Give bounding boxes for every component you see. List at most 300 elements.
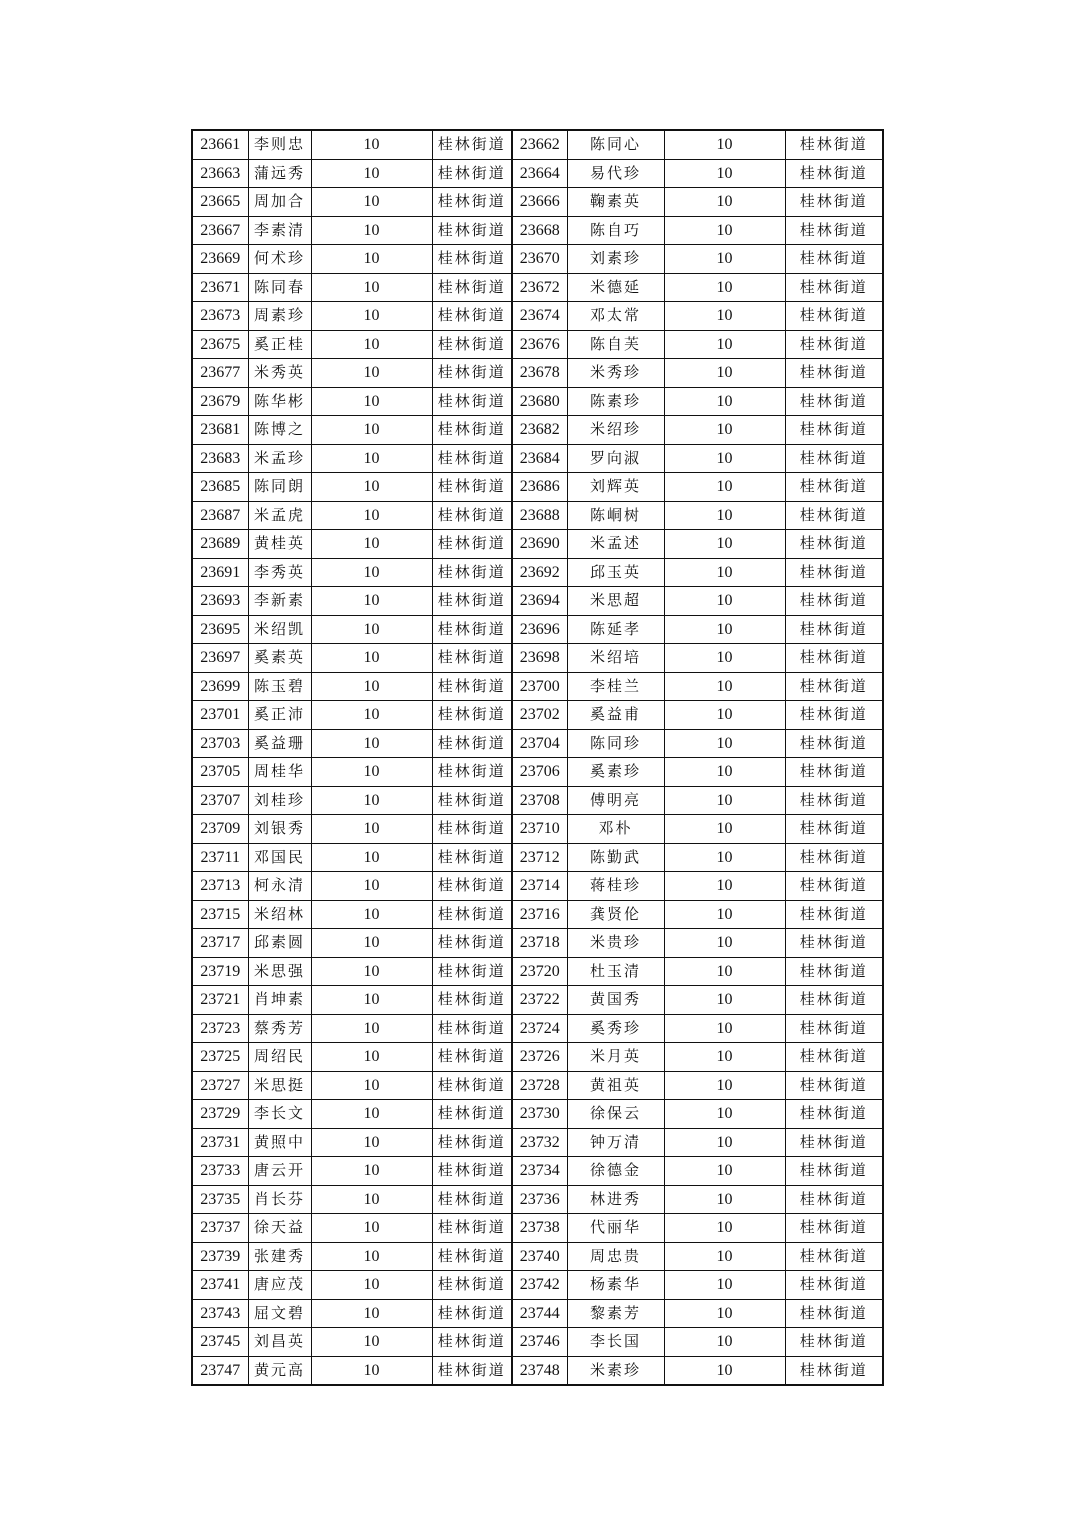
right-street-cell: 桂林街道 bbox=[785, 615, 883, 644]
left-amount-cell: 10 bbox=[311, 1214, 432, 1243]
right-name-cell: 周忠贵 bbox=[567, 1242, 664, 1271]
table-row bbox=[192, 444, 883, 473]
right-street-cell: 桂林街道 bbox=[785, 130, 883, 159]
right-name-cell: 黎素芳 bbox=[567, 1299, 664, 1328]
right-street-cell: 桂林街道 bbox=[785, 558, 883, 587]
left-amount-cell: 10 bbox=[311, 1128, 432, 1157]
left-street-cell: 桂林街道 bbox=[432, 444, 512, 473]
table-row bbox=[192, 1014, 883, 1043]
right-id-cell: 23728 bbox=[512, 1071, 567, 1100]
right-id-cell: 23668 bbox=[512, 216, 567, 245]
right-amount-cell: 10 bbox=[664, 530, 785, 559]
left-id-cell: 23685 bbox=[192, 473, 248, 502]
right-amount-cell: 10 bbox=[664, 1014, 785, 1043]
left-amount-cell: 10 bbox=[311, 273, 432, 302]
right-amount-cell: 10 bbox=[664, 444, 785, 473]
left-name-cell: 米孟虎 bbox=[248, 501, 311, 530]
table-row bbox=[192, 1043, 883, 1072]
table-row bbox=[192, 615, 883, 644]
left-amount-cell: 10 bbox=[311, 1299, 432, 1328]
left-name-cell: 黄元高 bbox=[248, 1356, 311, 1385]
left-street-cell: 桂林街道 bbox=[432, 330, 512, 359]
table-row bbox=[192, 587, 883, 616]
table-row bbox=[192, 986, 883, 1015]
right-name-cell: 奚益甫 bbox=[567, 701, 664, 730]
left-street-cell: 桂林街道 bbox=[432, 302, 512, 331]
right-amount-cell: 10 bbox=[664, 701, 785, 730]
left-amount-cell: 10 bbox=[311, 587, 432, 616]
right-id-cell: 23678 bbox=[512, 359, 567, 388]
left-id-cell: 23677 bbox=[192, 359, 248, 388]
left-id-cell: 23711 bbox=[192, 843, 248, 872]
right-street-cell: 桂林街道 bbox=[785, 929, 883, 958]
right-name-cell: 傅明亮 bbox=[567, 786, 664, 815]
left-name-cell: 黄照中 bbox=[248, 1128, 311, 1157]
right-amount-cell: 10 bbox=[664, 786, 785, 815]
right-amount-cell: 10 bbox=[664, 558, 785, 587]
left-street-cell: 桂林街道 bbox=[432, 1242, 512, 1271]
right-name-cell: 陈延孝 bbox=[567, 615, 664, 644]
left-street-cell: 桂林街道 bbox=[432, 1271, 512, 1300]
roster-body bbox=[192, 130, 883, 1385]
right-name-cell: 蒋桂珍 bbox=[567, 872, 664, 901]
right-id-cell: 23670 bbox=[512, 245, 567, 274]
right-name-cell: 陈同心 bbox=[567, 130, 664, 159]
left-id-cell: 23671 bbox=[192, 273, 248, 302]
right-id-cell: 23684 bbox=[512, 444, 567, 473]
left-amount-cell: 10 bbox=[311, 1356, 432, 1385]
left-name-cell: 李长文 bbox=[248, 1100, 311, 1129]
right-street-cell: 桂林街道 bbox=[785, 701, 883, 730]
left-name-cell: 周素珍 bbox=[248, 302, 311, 331]
left-street-cell: 桂林街道 bbox=[432, 729, 512, 758]
left-id-cell: 23739 bbox=[192, 1242, 248, 1271]
left-id-cell: 23715 bbox=[192, 900, 248, 929]
right-amount-cell: 10 bbox=[664, 387, 785, 416]
right-name-cell: 陈素珍 bbox=[567, 387, 664, 416]
table-row bbox=[192, 302, 883, 331]
left-amount-cell: 10 bbox=[311, 558, 432, 587]
left-id-cell: 23663 bbox=[192, 159, 248, 188]
left-amount-cell: 10 bbox=[311, 188, 432, 217]
left-id-cell: 23737 bbox=[192, 1214, 248, 1243]
right-amount-cell: 10 bbox=[664, 130, 785, 159]
left-amount-cell: 10 bbox=[311, 615, 432, 644]
right-id-cell: 23694 bbox=[512, 587, 567, 616]
left-street-cell: 桂林街道 bbox=[432, 130, 512, 159]
right-id-cell: 23710 bbox=[512, 815, 567, 844]
right-street-cell: 桂林街道 bbox=[785, 1299, 883, 1328]
right-id-cell: 23738 bbox=[512, 1214, 567, 1243]
left-name-cell: 奚益珊 bbox=[248, 729, 311, 758]
right-street-cell: 桂林街道 bbox=[785, 530, 883, 559]
table-row bbox=[192, 1214, 883, 1243]
right-id-cell: 23662 bbox=[512, 130, 567, 159]
left-id-cell: 23683 bbox=[192, 444, 248, 473]
table-row bbox=[192, 957, 883, 986]
left-id-cell: 23667 bbox=[192, 216, 248, 245]
right-street-cell: 桂林街道 bbox=[785, 957, 883, 986]
left-street-cell: 桂林街道 bbox=[432, 929, 512, 958]
right-id-cell: 23744 bbox=[512, 1299, 567, 1328]
left-street-cell: 桂林街道 bbox=[432, 245, 512, 274]
right-name-cell: 陈勤武 bbox=[567, 843, 664, 872]
left-id-cell: 23741 bbox=[192, 1271, 248, 1300]
left-id-cell: 23727 bbox=[192, 1071, 248, 1100]
left-amount-cell: 10 bbox=[311, 986, 432, 1015]
right-id-cell: 23732 bbox=[512, 1128, 567, 1157]
table-row bbox=[192, 416, 883, 445]
left-id-cell: 23669 bbox=[192, 245, 248, 274]
left-street-cell: 桂林街道 bbox=[432, 672, 512, 701]
right-street-cell: 桂林街道 bbox=[785, 1157, 883, 1186]
left-name-cell: 米绍凯 bbox=[248, 615, 311, 644]
left-id-cell: 23695 bbox=[192, 615, 248, 644]
right-name-cell: 刘素珍 bbox=[567, 245, 664, 274]
left-street-cell: 桂林街道 bbox=[432, 188, 512, 217]
right-amount-cell: 10 bbox=[664, 1356, 785, 1385]
table-row bbox=[192, 701, 883, 730]
left-id-cell: 23703 bbox=[192, 729, 248, 758]
table-row bbox=[192, 216, 883, 245]
right-amount-cell: 10 bbox=[664, 188, 785, 217]
left-street-cell: 桂林街道 bbox=[432, 273, 512, 302]
left-street-cell: 桂林街道 bbox=[432, 416, 512, 445]
left-amount-cell: 10 bbox=[311, 530, 432, 559]
right-id-cell: 23730 bbox=[512, 1100, 567, 1129]
left-amount-cell: 10 bbox=[311, 216, 432, 245]
right-street-cell: 桂林街道 bbox=[785, 1100, 883, 1129]
right-name-cell: 刘辉英 bbox=[567, 473, 664, 502]
left-amount-cell: 10 bbox=[311, 1014, 432, 1043]
right-id-cell: 23706 bbox=[512, 758, 567, 787]
left-street-cell: 桂林街道 bbox=[432, 159, 512, 188]
right-amount-cell: 10 bbox=[664, 1271, 785, 1300]
right-name-cell: 奚秀珍 bbox=[567, 1014, 664, 1043]
right-street-cell: 桂林街道 bbox=[785, 188, 883, 217]
left-name-cell: 周桂华 bbox=[248, 758, 311, 787]
left-street-cell: 桂林街道 bbox=[432, 587, 512, 616]
left-street-cell: 桂林街道 bbox=[432, 1356, 512, 1385]
left-amount-cell: 10 bbox=[311, 644, 432, 673]
left-name-cell: 肖长芬 bbox=[248, 1185, 311, 1214]
right-id-cell: 23666 bbox=[512, 188, 567, 217]
table-row bbox=[192, 501, 883, 530]
left-id-cell: 23719 bbox=[192, 957, 248, 986]
right-name-cell: 罗向淑 bbox=[567, 444, 664, 473]
table-row bbox=[192, 929, 883, 958]
right-id-cell: 23690 bbox=[512, 530, 567, 559]
left-street-cell: 桂林街道 bbox=[432, 1299, 512, 1328]
left-street-cell: 桂林街道 bbox=[432, 701, 512, 730]
table-row bbox=[192, 672, 883, 701]
right-id-cell: 23740 bbox=[512, 1242, 567, 1271]
left-amount-cell: 10 bbox=[311, 1328, 432, 1357]
right-name-cell: 陈同珍 bbox=[567, 729, 664, 758]
right-id-cell: 23676 bbox=[512, 330, 567, 359]
left-street-cell: 桂林街道 bbox=[432, 1128, 512, 1157]
right-name-cell: 李长国 bbox=[567, 1328, 664, 1357]
right-street-cell: 桂林街道 bbox=[785, 1043, 883, 1072]
right-name-cell: 邱玉英 bbox=[567, 558, 664, 587]
table-row bbox=[192, 1271, 883, 1300]
left-amount-cell: 10 bbox=[311, 872, 432, 901]
left-street-cell: 桂林街道 bbox=[432, 473, 512, 502]
right-name-cell: 米秀珍 bbox=[567, 359, 664, 388]
right-street-cell: 桂林街道 bbox=[785, 672, 883, 701]
right-id-cell: 23736 bbox=[512, 1185, 567, 1214]
left-id-cell: 23675 bbox=[192, 330, 248, 359]
right-name-cell: 鞠素英 bbox=[567, 188, 664, 217]
left-id-cell: 23665 bbox=[192, 188, 248, 217]
right-id-cell: 23748 bbox=[512, 1356, 567, 1385]
right-id-cell: 23688 bbox=[512, 501, 567, 530]
left-id-cell: 23697 bbox=[192, 644, 248, 673]
right-street-cell: 桂林街道 bbox=[785, 359, 883, 388]
left-street-cell: 桂林街道 bbox=[432, 615, 512, 644]
left-street-cell: 桂林街道 bbox=[432, 558, 512, 587]
right-name-cell: 邓太常 bbox=[567, 302, 664, 331]
left-name-cell: 陈同朗 bbox=[248, 473, 311, 502]
left-id-cell: 23745 bbox=[192, 1328, 248, 1357]
right-id-cell: 23714 bbox=[512, 872, 567, 901]
left-name-cell: 刘昌英 bbox=[248, 1328, 311, 1357]
right-amount-cell: 10 bbox=[664, 216, 785, 245]
right-name-cell: 黄国秀 bbox=[567, 986, 664, 1015]
right-amount-cell: 10 bbox=[664, 986, 785, 1015]
right-id-cell: 23704 bbox=[512, 729, 567, 758]
right-amount-cell: 10 bbox=[664, 159, 785, 188]
right-street-cell: 桂林街道 bbox=[785, 587, 883, 616]
left-name-cell: 蒲远秀 bbox=[248, 159, 311, 188]
right-street-cell: 桂林街道 bbox=[785, 501, 883, 530]
table-row bbox=[192, 815, 883, 844]
left-amount-cell: 10 bbox=[311, 1100, 432, 1129]
left-street-cell: 桂林街道 bbox=[432, 786, 512, 815]
left-id-cell: 23713 bbox=[192, 872, 248, 901]
left-id-cell: 23693 bbox=[192, 587, 248, 616]
table-row bbox=[192, 1299, 883, 1328]
left-id-cell: 23701 bbox=[192, 701, 248, 730]
left-id-cell: 23679 bbox=[192, 387, 248, 416]
left-id-cell: 23661 bbox=[192, 130, 248, 159]
roster-table bbox=[191, 129, 884, 1386]
right-name-cell: 米素珍 bbox=[567, 1356, 664, 1385]
right-street-cell: 桂林街道 bbox=[785, 1271, 883, 1300]
left-id-cell: 23731 bbox=[192, 1128, 248, 1157]
right-id-cell: 23712 bbox=[512, 843, 567, 872]
right-amount-cell: 10 bbox=[664, 302, 785, 331]
right-street-cell: 桂林街道 bbox=[785, 216, 883, 245]
right-id-cell: 23674 bbox=[512, 302, 567, 331]
left-name-cell: 奚正桂 bbox=[248, 330, 311, 359]
right-id-cell: 23718 bbox=[512, 929, 567, 958]
right-amount-cell: 10 bbox=[664, 273, 785, 302]
right-id-cell: 23716 bbox=[512, 900, 567, 929]
left-street-cell: 桂林街道 bbox=[432, 957, 512, 986]
left-name-cell: 肖坤素 bbox=[248, 986, 311, 1015]
right-id-cell: 23680 bbox=[512, 387, 567, 416]
right-amount-cell: 10 bbox=[664, 615, 785, 644]
left-name-cell: 陈玉碧 bbox=[248, 672, 311, 701]
left-street-cell: 桂林街道 bbox=[432, 815, 512, 844]
right-street-cell: 桂林街道 bbox=[785, 245, 883, 274]
right-name-cell: 米贵珍 bbox=[567, 929, 664, 958]
left-amount-cell: 10 bbox=[311, 501, 432, 530]
right-amount-cell: 10 bbox=[664, 1299, 785, 1328]
table-row bbox=[192, 1100, 883, 1129]
left-name-cell: 周绍民 bbox=[248, 1043, 311, 1072]
right-street-cell: 桂林街道 bbox=[785, 1328, 883, 1357]
left-street-cell: 桂林街道 bbox=[432, 900, 512, 929]
left-name-cell: 陈华彬 bbox=[248, 387, 311, 416]
right-name-cell: 陈峒树 bbox=[567, 501, 664, 530]
right-amount-cell: 10 bbox=[664, 644, 785, 673]
right-amount-cell: 10 bbox=[664, 1043, 785, 1072]
left-street-cell: 桂林街道 bbox=[432, 986, 512, 1015]
left-name-cell: 陈同春 bbox=[248, 273, 311, 302]
right-amount-cell: 10 bbox=[664, 1100, 785, 1129]
left-street-cell: 桂林街道 bbox=[432, 387, 512, 416]
right-amount-cell: 10 bbox=[664, 1328, 785, 1357]
table-row bbox=[192, 245, 883, 274]
table-row bbox=[192, 530, 883, 559]
right-street-cell: 桂林街道 bbox=[785, 1185, 883, 1214]
left-name-cell: 黄桂英 bbox=[248, 530, 311, 559]
right-street-cell: 桂林街道 bbox=[785, 416, 883, 445]
table-row bbox=[192, 387, 883, 416]
left-name-cell: 奚素英 bbox=[248, 644, 311, 673]
right-street-cell: 桂林街道 bbox=[785, 330, 883, 359]
left-name-cell: 李素清 bbox=[248, 216, 311, 245]
left-name-cell: 刘桂珍 bbox=[248, 786, 311, 815]
left-name-cell: 李新素 bbox=[248, 587, 311, 616]
right-street-cell: 桂林街道 bbox=[785, 273, 883, 302]
right-name-cell: 米德延 bbox=[567, 273, 664, 302]
right-street-cell: 桂林街道 bbox=[785, 986, 883, 1015]
right-amount-cell: 10 bbox=[664, 330, 785, 359]
right-amount-cell: 10 bbox=[664, 729, 785, 758]
table-row bbox=[192, 729, 883, 758]
table-row bbox=[192, 159, 883, 188]
right-name-cell: 杜玉清 bbox=[567, 957, 664, 986]
left-amount-cell: 10 bbox=[311, 387, 432, 416]
right-name-cell: 米绍珍 bbox=[567, 416, 664, 445]
left-id-cell: 23681 bbox=[192, 416, 248, 445]
left-id-cell: 23687 bbox=[192, 501, 248, 530]
table-row bbox=[192, 473, 883, 502]
left-street-cell: 桂林街道 bbox=[432, 872, 512, 901]
right-name-cell: 黄祖英 bbox=[567, 1071, 664, 1100]
left-street-cell: 桂林街道 bbox=[432, 216, 512, 245]
right-street-cell: 桂林街道 bbox=[785, 815, 883, 844]
right-name-cell: 龚贤伦 bbox=[567, 900, 664, 929]
right-street-cell: 桂林街道 bbox=[785, 1014, 883, 1043]
right-id-cell: 23742 bbox=[512, 1271, 567, 1300]
left-name-cell: 米孟珍 bbox=[248, 444, 311, 473]
left-id-cell: 23691 bbox=[192, 558, 248, 587]
left-id-cell: 23707 bbox=[192, 786, 248, 815]
right-name-cell: 代丽华 bbox=[567, 1214, 664, 1243]
right-street-cell: 桂林街道 bbox=[785, 1356, 883, 1385]
right-amount-cell: 10 bbox=[664, 672, 785, 701]
left-amount-cell: 10 bbox=[311, 159, 432, 188]
left-street-cell: 桂林街道 bbox=[432, 843, 512, 872]
left-amount-cell: 10 bbox=[311, 729, 432, 758]
table-row bbox=[192, 1356, 883, 1385]
right-amount-cell: 10 bbox=[664, 843, 785, 872]
left-name-cell: 邓国民 bbox=[248, 843, 311, 872]
right-street-cell: 桂林街道 bbox=[785, 1214, 883, 1243]
left-name-cell: 徐天益 bbox=[248, 1214, 311, 1243]
right-name-cell: 陈自芙 bbox=[567, 330, 664, 359]
left-name-cell: 唐云开 bbox=[248, 1157, 311, 1186]
right-id-cell: 23672 bbox=[512, 273, 567, 302]
right-id-cell: 23686 bbox=[512, 473, 567, 502]
right-street-cell: 桂林街道 bbox=[785, 843, 883, 872]
left-street-cell: 桂林街道 bbox=[432, 530, 512, 559]
table-row bbox=[192, 1071, 883, 1100]
right-street-cell: 桂林街道 bbox=[785, 1242, 883, 1271]
right-amount-cell: 10 bbox=[664, 900, 785, 929]
left-name-cell: 唐应茂 bbox=[248, 1271, 311, 1300]
right-street-cell: 桂林街道 bbox=[785, 758, 883, 787]
right-id-cell: 23664 bbox=[512, 159, 567, 188]
right-id-cell: 23708 bbox=[512, 786, 567, 815]
right-name-cell: 林进秀 bbox=[567, 1185, 664, 1214]
left-amount-cell: 10 bbox=[311, 843, 432, 872]
left-amount-cell: 10 bbox=[311, 245, 432, 274]
left-name-cell: 米秀英 bbox=[248, 359, 311, 388]
table-row bbox=[192, 1128, 883, 1157]
right-name-cell: 李桂兰 bbox=[567, 672, 664, 701]
left-street-cell: 桂林街道 bbox=[432, 1214, 512, 1243]
table-row bbox=[192, 843, 883, 872]
left-id-cell: 23689 bbox=[192, 530, 248, 559]
left-amount-cell: 10 bbox=[311, 957, 432, 986]
right-amount-cell: 10 bbox=[664, 1242, 785, 1271]
right-name-cell: 杨素华 bbox=[567, 1271, 664, 1300]
left-id-cell: 23747 bbox=[192, 1356, 248, 1385]
left-street-cell: 桂林街道 bbox=[432, 758, 512, 787]
right-name-cell: 陈自巧 bbox=[567, 216, 664, 245]
right-street-cell: 桂林街道 bbox=[785, 302, 883, 331]
left-street-cell: 桂林街道 bbox=[432, 359, 512, 388]
right-id-cell: 23720 bbox=[512, 957, 567, 986]
left-id-cell: 23699 bbox=[192, 672, 248, 701]
left-street-cell: 桂林街道 bbox=[432, 501, 512, 530]
right-amount-cell: 10 bbox=[664, 929, 785, 958]
left-amount-cell: 10 bbox=[311, 359, 432, 388]
left-id-cell: 23709 bbox=[192, 815, 248, 844]
left-amount-cell: 10 bbox=[311, 701, 432, 730]
left-amount-cell: 10 bbox=[311, 1242, 432, 1271]
left-amount-cell: 10 bbox=[311, 815, 432, 844]
right-street-cell: 桂林街道 bbox=[785, 473, 883, 502]
left-amount-cell: 10 bbox=[311, 330, 432, 359]
left-id-cell: 23705 bbox=[192, 758, 248, 787]
left-name-cell: 李则忠 bbox=[248, 130, 311, 159]
right-street-cell: 桂林街道 bbox=[785, 159, 883, 188]
left-amount-cell: 10 bbox=[311, 444, 432, 473]
left-name-cell: 米绍林 bbox=[248, 900, 311, 929]
right-street-cell: 桂林街道 bbox=[785, 872, 883, 901]
left-name-cell: 李秀英 bbox=[248, 558, 311, 587]
right-name-cell: 易代珍 bbox=[567, 159, 664, 188]
left-name-cell: 奚正沛 bbox=[248, 701, 311, 730]
right-id-cell: 23722 bbox=[512, 986, 567, 1015]
left-name-cell: 何术珍 bbox=[248, 245, 311, 274]
